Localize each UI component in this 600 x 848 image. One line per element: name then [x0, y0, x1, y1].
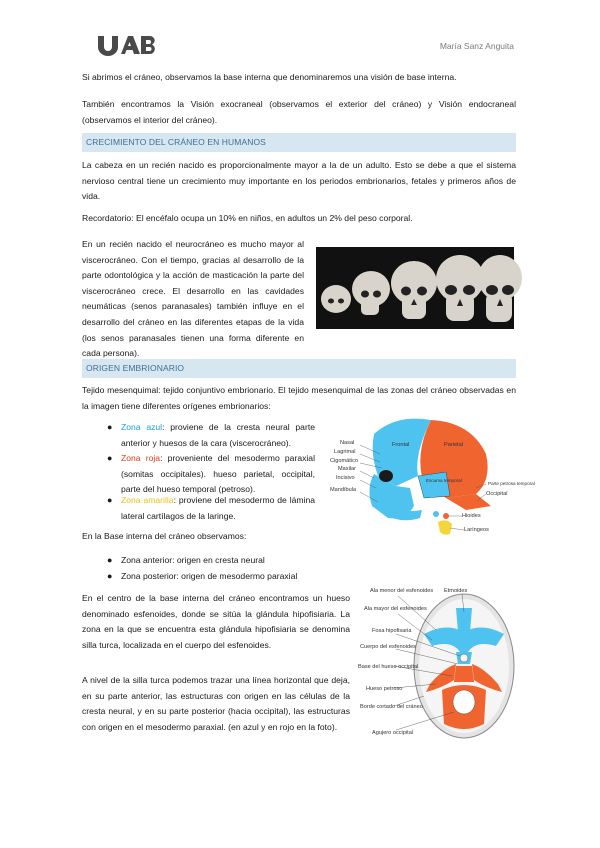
svg-text:Maxilar: Maxilar: [338, 466, 357, 472]
base-interna-paragraph: En la Base interna del cráneo observamos:: [82, 531, 247, 541]
intro-paragraph: Si abrimos el cráneo, observamos la base interna que denominaremos una visión de base interna.: [82, 72, 457, 82]
bullet-anterior-zone: ● Zona anterior: origen en cresta neural: [107, 555, 265, 565]
reminder-paragraph: Recordatorio: El encéfalo ocupa un 10% en niños, en adultos un 2% del peso corporal.: [82, 213, 413, 223]
embryonic-origin-skull-diagram: [326, 414, 535, 536]
bullet-yellow-zone: ● Zona amarilla: proviene del mesodermo de lámina lateral cartílagos de la laringe.: [107, 495, 316, 521]
svg-text:Parte petrosa temporal: Parte petrosa temporal: [488, 481, 535, 486]
uab-logo: [96, 34, 160, 56]
svg-text:Frontal: Frontal: [392, 442, 410, 448]
mesenchyme-paragraph: Tejido mesenquimal: tejido conjuntivo embrionario. El tejido mesenquimal de las zonas del cráneo observadas en la imagen tiene diferentes orígenes embrionarios:: [82, 385, 516, 411]
svg-text:Incisivo: Incisivo: [336, 475, 355, 481]
text-blue: : proviene de la cresta neural parte anterior y huesos de la cara (viscerocráneo).: [121, 422, 315, 448]
term-red: Zona roja: [121, 453, 161, 463]
svg-text:Lagrimal: Lagrimal: [334, 449, 356, 455]
intro2-paragraph: También encontramos la Visión exocraneal (observamos el exterior del cráneo) y Visión endocraneal (observamos el interior del cráneo).: [82, 99, 516, 125]
svg-text:Fosa hipofisaria: Fosa hipofisaria: [372, 628, 412, 634]
text-yellow: : proviene del mesodermo de lámina lateral cartílagos de la laringe.: [121, 495, 316, 521]
svg-text:Ala mayor del esfenoides: Ala mayor del esfenoides: [364, 606, 427, 612]
svg-text:Cigomático: Cigomático: [330, 458, 358, 464]
svg-text:Agujero occipital: Agujero occipital: [372, 730, 414, 736]
svg-text:UAB: UAB: [96, 34, 99, 35]
svg-text:Borde cortado del cráneo: Borde cortado del cráneo: [360, 704, 423, 710]
svg-text:Parietal: Parietal: [444, 442, 463, 448]
bullet-red-zone: ● Zona roja: proveniente del mesodermo paraxial (somitas occipitales). hueso parietal, occipital, parte del hueso temporal (petroso).: [107, 453, 315, 495]
term-yellow: Zona amarilla: [121, 495, 174, 505]
svg-text:Escama temporal: Escama temporal: [426, 478, 462, 483]
author-name: María Sanz Anguita: [439, 41, 514, 51]
svg-text:Laríngeos: Laríngeos: [464, 527, 489, 533]
neurocranium-paragraph: En un recién nacido el neurocráneo es mucho mayor al viscerocráneo. Con el tiempo, gracias al desarrollo de la parte odontológica y la acción de masticación la parte del viscerocráneo crece. El desarrollo en las cavidades neumáticas (senos paranasales) también influye en el desarrollo del cráneo en las diferentes etapas de la vida (los senos paranasales tienen una forma diferente en cada persona).: [82, 239, 304, 359]
growth-paragraph: La cabeza en un recién nacido es proporcionalmente mayor a la de un adulto. Esto se debe a que el sistema nervioso central tiene un crecimiento muy importante en los periodos embrionarios, fetales y primeros años de vida.: [82, 160, 516, 202]
section-heading-crecimiento: CRECIMIENTO DEL CRÁNEO EN HUMANOS: [82, 133, 516, 152]
bullet-blue-zone: ● Zona azul: proviene de la cresta neural parte anterior y huesos de la cara (viscerocráneo).: [107, 422, 315, 448]
skull-growth-photo: [316, 247, 514, 329]
sella-turcica-paragraph: A nivel de la silla turca podemos trazar una línea horizontal que deja, en su parte anterior, las estructuras con origen en las células de la cresta neural, y en su parte posterior (hacia occipital), las estructuras con origen en el mesodermo paraxial. (en azul y en rojo en la foto).: [82, 675, 350, 732]
section-heading-origen: ORIGEN EMBRIONARIO: [82, 359, 516, 378]
svg-text:Hioides: Hioides: [462, 513, 481, 519]
internal-skull-base-diagram: [356, 584, 516, 746]
svg-text:Ala menor del esfenoides: Ala menor del esfenoides: [370, 588, 434, 594]
term-blue: Zona azul: [121, 422, 163, 432]
text-red: : proveniente del mesodermo paraxial (somitas occipitales). hueso parietal, occipital, parte del hueso temporal (petroso).: [121, 453, 315, 495]
svg-text:Base del hueso occipital: Base del hueso occipital: [358, 664, 419, 670]
svg-text:Nasal: Nasal: [340, 440, 355, 446]
svg-text:Hueso petroso: Hueso petroso: [366, 686, 403, 692]
bullet-posterior-zone: ● Zona posterior: origen de mesodermo paraxial: [107, 571, 298, 581]
sphenoid-paragraph: En el centro de la base interna del cráneo encontramos un hueso denominado esfenoides, donde se sitúa la glándula hipofisiaria. La zona en la que se encuentra esta glándula hipofisiaria se denomina silla turca, localizada en el cuerpo del esfenoides.: [82, 593, 350, 650]
svg-text:Mandíbula: Mandíbula: [330, 487, 357, 493]
svg-text:Occipital: Occipital: [486, 491, 508, 497]
svg-text:Cuerpo del esfenoides: Cuerpo del esfenoides: [360, 644, 416, 650]
svg-text:Etmoides: Etmoides: [444, 588, 468, 594]
